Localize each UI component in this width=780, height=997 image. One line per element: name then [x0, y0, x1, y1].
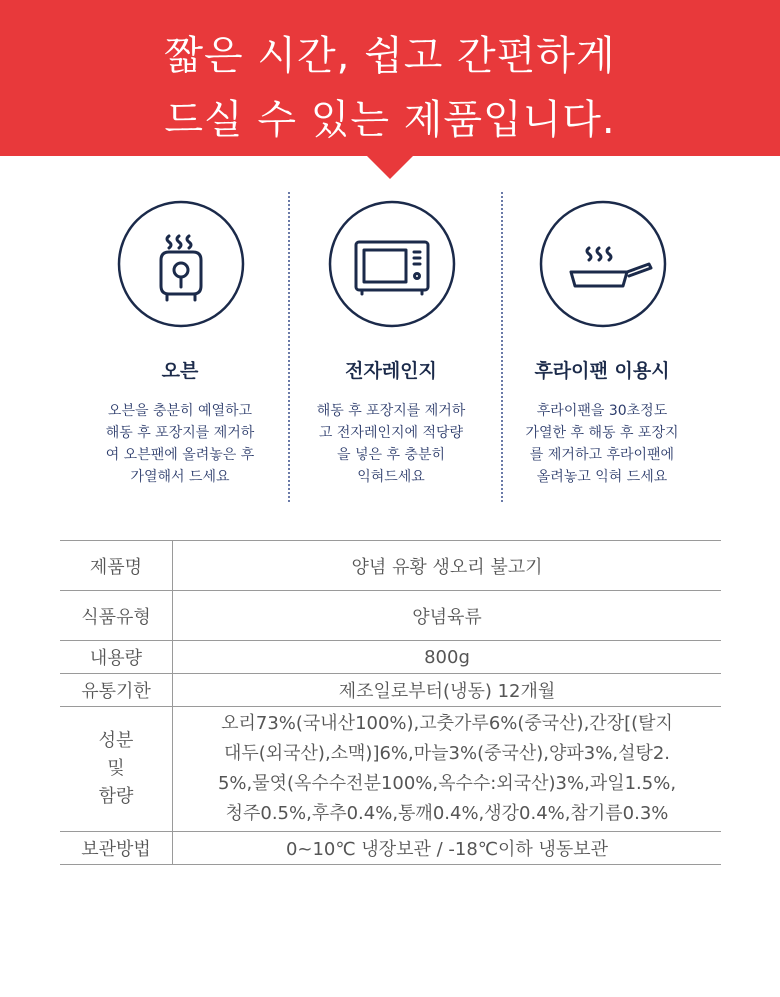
table-row: [60, 832, 721, 865]
table-row: [60, 674, 721, 707]
row-value: 양념육류: [173, 591, 722, 641]
ingredients-line: 대두(외국산),소맥)]6%,마늘3%(중국산),양파3%,설탕2.: [223, 743, 671, 764]
banner-headline-2: 드실 수 있는 제품입니다.: [164, 97, 616, 143]
ingredients-line: 5%,물엿(옥수수전분100%,옥수수:외국산)3%,과일1.5%,: [217, 773, 677, 794]
method-title: 오븐: [161, 360, 199, 382]
row-label: [60, 707, 173, 832]
row-value: 양념 유황 생오리 불고기: [173, 541, 722, 591]
table-row: [60, 541, 721, 591]
row-value: 0~10℃ 냉장보관 / -18℃이하 냉동보관: [173, 832, 722, 865]
desc-line: 가열해서 드세요: [130, 469, 230, 485]
ingredients-line: 오리73%(국내산100%),고춧가루6%(중국산),간장[(탈지: [221, 713, 673, 734]
label-line: 함량: [98, 786, 134, 807]
desc-line: 여 오븐팬에 올려놓은 후: [105, 447, 255, 463]
label-line: 및: [107, 758, 125, 779]
desc-line: 익혀드세요: [357, 469, 425, 485]
desc-line: 해동 후 포장지를 제거하: [105, 425, 255, 441]
table-row: [60, 707, 721, 832]
product-info-table: [60, 540, 721, 865]
header-banner: [0, 0, 780, 156]
air-fryer-icon: [117, 200, 245, 328]
banner-pointer: [366, 155, 414, 179]
method-description: [62, 400, 298, 488]
row-label: 식품유형: [60, 591, 173, 641]
desc-line: 해동 후 포장지를 제거하: [316, 403, 466, 419]
desc-line: 후라이팬을 30초정도: [536, 403, 668, 419]
desc-line: 을 넣은 후 충분히: [336, 447, 446, 463]
row-label: 제품명: [60, 541, 173, 591]
method-title: 후라이팬 이용시: [534, 360, 670, 382]
desc-line: 올려놓고 익혀 드세요: [536, 469, 668, 485]
row-label: 유통기한: [60, 674, 173, 707]
table-row: [60, 641, 721, 674]
method-description: [484, 400, 720, 488]
banner-headline-1: 짧은 시간, 쉽고 간편하게: [164, 33, 616, 79]
table-row: [60, 591, 721, 641]
row-label: 보관방법: [60, 832, 173, 865]
row-value: 제조일로부터(냉동) 12개월: [173, 674, 722, 707]
ingredients-line: 청주0.5%,후추0.4%,통깨0.4%,생강0.4%,참기름0.3%: [225, 803, 669, 824]
method-title: 전자레인지: [345, 360, 437, 382]
row-label: 내용량: [60, 641, 173, 674]
label-line: 성분: [98, 730, 134, 751]
microwave-icon: [328, 200, 456, 328]
method-description: [273, 400, 509, 488]
desc-line: 고 전자레인지에 적당량: [318, 425, 464, 441]
desc-line: 오븐을 충분히 예열하고: [107, 403, 253, 419]
desc-line: 가열한 후 해동 후 포장지: [525, 425, 679, 441]
frying-pan-icon: [539, 200, 667, 328]
row-value: 800g: [173, 641, 722, 674]
desc-line: 를 제거하고 후라이팬에: [529, 447, 675, 463]
ingredients-value: [173, 707, 722, 832]
